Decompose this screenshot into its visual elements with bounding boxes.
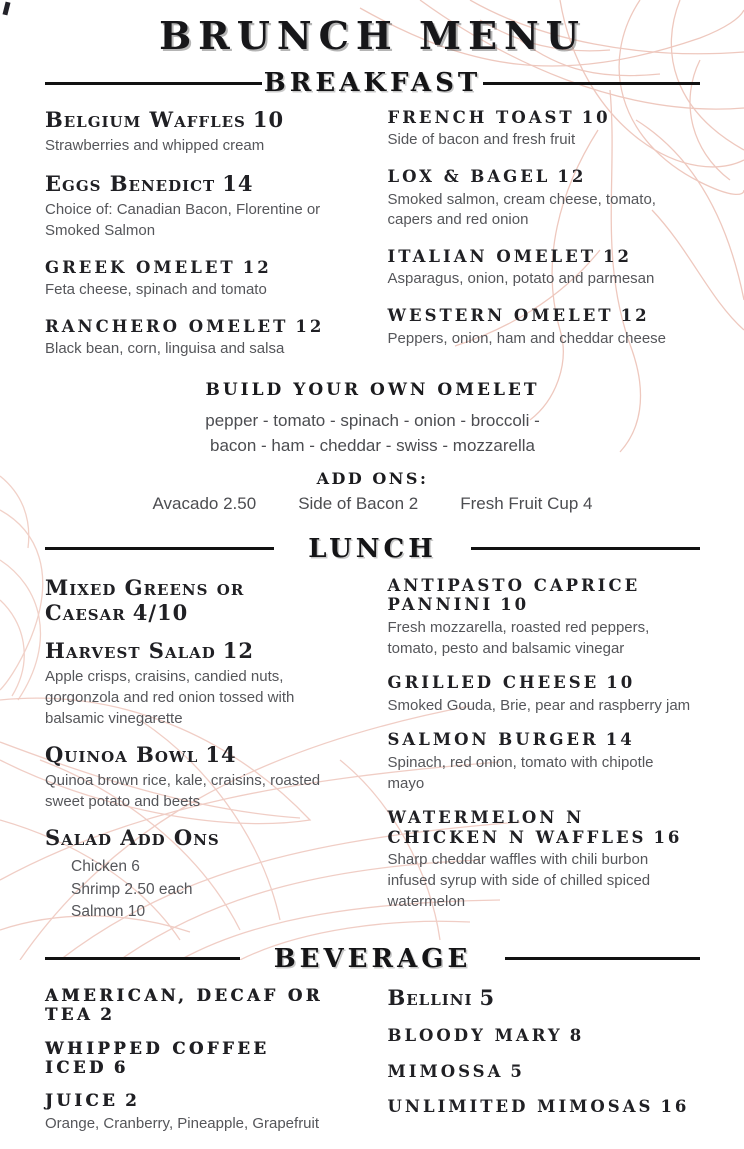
section-title-beverage: BEVERAGE [273,943,472,974]
item-price: 12 [620,306,650,326]
item-name: Salad Add Ons [45,825,220,851]
menu-item [45,108,358,156]
item-price: 8 [569,1026,585,1046]
item-title [388,247,701,266]
menu-item [388,576,701,659]
item-title [388,108,701,127]
item-title [45,986,358,1025]
beverage-column-2 [388,986,701,1149]
item-price: 2 [100,1005,116,1025]
page-title: BRUNCH MENU [159,13,586,58]
add-on-item: Avacado 2.50 [152,493,257,513]
item-price: 5 [510,1061,525,1081]
item-description: Black bean, corn, linguisa and salsa [45,340,285,358]
item-price: 12 [603,247,632,266]
menu-item [45,826,358,923]
item-name: AMERICAN, DECAF OR TEA [45,985,323,1025]
item-name: ANTIPASTO CAPRICE PANNINI [387,575,641,615]
item-name: GREEK OMELET [45,257,236,277]
item-title [388,1097,701,1116]
item-title [388,576,701,615]
item-title [388,167,701,186]
item-name: Mixed Greens or Caesar [45,574,245,625]
rule-line [471,547,700,550]
menu-item [45,743,358,812]
menu-item [388,1026,701,1045]
item-name: WATERMELON N CHICKEN N WAFFLES [387,808,647,847]
menu-item [388,247,701,290]
item-name: ITALIAN OMELET [387,247,597,266]
item-price: 10 [500,595,530,615]
rule-line [45,82,262,85]
item-price: 12 [222,638,255,664]
menu-item [45,639,358,729]
item-name: GRILLED CHEESE [387,673,600,693]
item-name: UNLIMITED MIMOSAS [387,1097,654,1117]
lunch-column-1 [45,576,358,938]
item-name: Quinoa Bowl [45,742,199,768]
item-name: Harvest Salad [45,638,216,664]
section-header-breakfast [45,68,700,98]
add-on-item: Fresh Fruit Cup 4 [460,493,593,513]
item-price: 6 [113,1057,129,1077]
item-description: Strawberries and whipped cream [45,136,265,154]
item-price: 14 [205,742,237,768]
item-title [45,317,358,336]
item-price: 4/10 [132,599,189,625]
section-title-breakfast: BREAKFAST [263,68,482,98]
item-price: 10 [606,673,636,693]
item-description: Sharp cheddar waffles with chili burbon infused syrup with side of chilled spiced watermelon [387,851,651,910]
menu-item [388,108,701,151]
breakfast-items [45,108,700,376]
item-name: LOX & BAGEL [387,167,551,187]
item-price: 14 [222,171,254,197]
add-ons-list [45,494,700,514]
add-ons-label: ADD ONS: [316,468,429,488]
item-title [45,172,358,197]
item-description: Fresh mozzarella, roasted red peppers, tomato, pesto and balsamic vinegar [387,618,650,657]
sub-item: Salmon 10 [71,903,146,921]
item-name: JUICE [45,1091,119,1111]
add-on-item: Side of Bacon 2 [298,493,419,513]
menu-item [45,576,358,626]
beverage-items [45,986,700,1149]
item-title [388,1026,701,1045]
section-header-beverage [45,944,700,974]
item-description: Apple crisps, craisins, candied nuts, gorgonzola and red onion tossed with balsamic vinegarette [45,668,295,727]
build-your-own-title: BUILD YOUR OWN OMELET [205,379,540,400]
item-description: Quinoa brown rice, kale, craisins, roasted sweet potato and beets [45,772,321,810]
item-title [45,826,358,851]
item-price: 10 [252,107,285,132]
build-your-own-block [45,380,700,514]
item-price: 12 [295,316,325,336]
menu-item [45,258,358,301]
section-title-lunch: LUNCH [308,533,437,564]
menu-item [388,167,701,231]
item-price: 16 [653,827,683,847]
breakfast-column-2 [388,108,701,376]
item-name: Belgium Waffles [45,107,246,132]
item-description: Feta cheese, spinach and tomato [45,281,267,299]
item-price: 2 [125,1091,141,1111]
item-title [45,1091,358,1110]
menu-item [388,1097,701,1116]
sub-item: Shrimp 2.50 each [71,880,193,898]
item-price: 16 [660,1097,690,1117]
omelet-ingredients-line: bacon - ham - cheddar - swiss - mozzarella [209,436,535,456]
rule-line [483,82,700,85]
item-price: 14 [605,730,635,750]
menu-item [45,1039,358,1078]
omelet-ingredients-line: pepper - tomato - spinach - onion - broccoli - [205,410,540,430]
beverage-column-1 [45,986,358,1149]
menu-item [388,673,701,716]
menu-item [45,986,358,1025]
item-title [388,986,701,1011]
item-title [388,306,701,325]
item-name: WESTERN OMELET [387,306,614,326]
item-title [45,576,358,626]
item-title [45,108,358,133]
lunch-items [45,576,700,938]
item-sub-list [71,856,358,923]
item-description: Smoked salmon, cream cheese, tomato, capers and red onion [387,190,656,229]
item-description: Peppers, onion, ham and cheddar cheese [387,329,667,347]
menu-item [388,1062,701,1081]
breakfast-column-1 [45,108,358,376]
menu-item [45,317,358,360]
menu-item [388,808,701,912]
menu-item [45,1091,358,1134]
item-name: Eggs Benedict [45,171,216,197]
menu-item [388,306,701,349]
item-price: 12 [242,257,272,277]
item-title [388,673,701,692]
item-title [45,1039,358,1078]
item-description: Spinach, red onion, tomato with chipotle mayo [387,753,654,792]
item-price: 12 [557,167,587,187]
item-name: SALMON BURGER [387,730,599,750]
item-price: 10 [581,108,611,127]
rule-line [45,547,274,550]
item-description: Choice of: Canadian Bacon, Florentine or Smoked Salmon [45,201,321,239]
lunch-column-2 [388,576,701,938]
item-title [45,258,358,277]
sub-item: Chicken 6 [71,858,140,876]
item-name: BLOODY MARY [387,1026,563,1046]
menu-item [45,172,358,241]
item-name: RANCHERO OMELET [45,316,289,336]
item-price: 5 [479,984,496,1010]
item-name: WHIPPED COFFEE ICED [45,1038,270,1077]
section-header-lunch [45,534,700,564]
item-title [45,743,358,768]
item-name: MIMOSSA [387,1061,504,1081]
menu-item [388,986,701,1011]
item-description: Orange, Cranberry, Pineapple, Grapefruit [45,1114,320,1132]
item-title [388,1062,701,1081]
item-description: Asparagus, onion, potato and parmesan [387,270,655,288]
menu-item [388,730,701,794]
item-name: FRENCH TOAST [387,108,575,127]
item-description: Side of bacon and fresh fruit [387,131,576,149]
item-title [388,808,701,847]
item-title [45,639,358,664]
item-description: Smoked Gouda, Brie, pear and raspberry jam [387,696,691,714]
item-name: Bellini [387,984,473,1010]
item-title [388,730,701,749]
